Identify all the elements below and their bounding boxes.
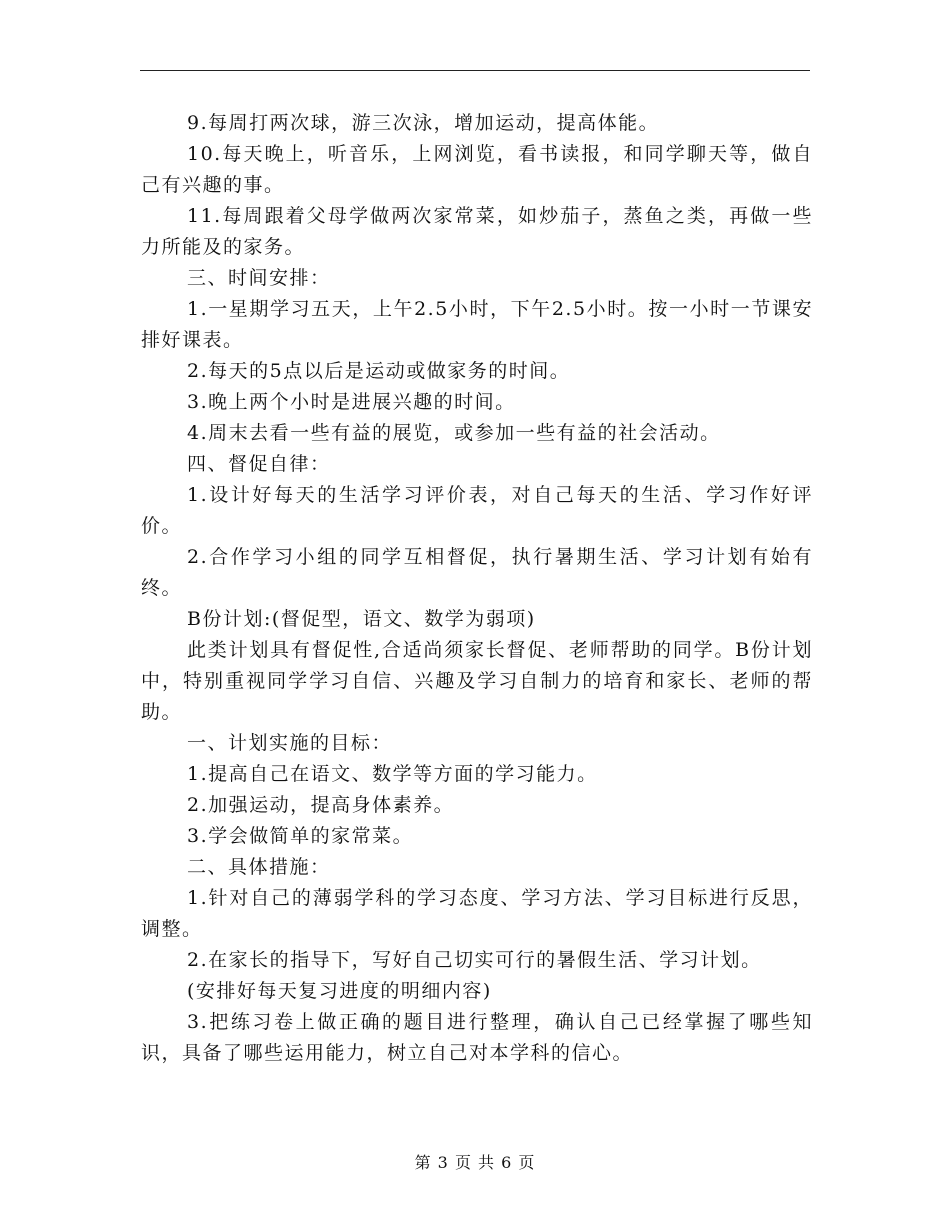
paragraph: 2.每天的5点以后是运动或做家务的时间。 (187, 360, 571, 382)
section-heading: 一、计划实施的目标： (187, 732, 393, 754)
paragraph: 2.加强运动，提高身体素养。 (187, 794, 455, 816)
paragraph: 1.一星期学习五天，上午2.5小时，下午2.5小时。按一小时一节课安排好课表。 (141, 298, 813, 351)
header-rule (140, 70, 810, 71)
paragraph: 1.提高自己在语文、数学等方面的学习能力。 (187, 763, 598, 785)
paragraph: (安排好每天复习进度的明细内容) (187, 980, 492, 1002)
section-heading: 二、具体措施： (187, 856, 331, 878)
paragraph: 此类计划具有督促性,合适尚须家长督促、老师帮助的同学。B份计划中，特别重视同学学习自信、兴趣及学习自制力的培育和家长、老师的帮助。 (141, 639, 813, 723)
paragraph: 1.针对自己的薄弱学科的学习态度、学习方法、学习目标进行反思，调整。 (141, 887, 813, 940)
plan-heading: B份计划:(督促型，语文、数学为弱项) (187, 608, 536, 630)
paragraph: 11.每周跟着父母学做两次家常菜，如炒茄子，蒸鱼之类，再做一些力所能及的家务。 (141, 205, 813, 258)
paragraph: 9.每周打两次球，游三次泳，增加运动，提高体能。 (187, 112, 660, 134)
section-heading: 四、督促自律： (187, 453, 331, 475)
paragraph: 2.合作学习小组的同学互相督促，执行暑期生活、学习计划有始有终。 (141, 546, 813, 599)
paragraph: 3.晚上两个小时是进展兴趣的时间。 (187, 391, 516, 413)
paragraph: 1.设计好每天的生活学习评价表，对自己每天的生活、学习作好评价。 (141, 484, 813, 537)
paragraph: 2.在家长的指导下，写好自己切实可行的暑假生活、学习计划。 (187, 949, 762, 971)
document-body (141, 108, 813, 1069)
paragraph: 3.把练习卷上做正确的题目进行整理，确认自己已经掌握了哪些知识，具备了哪些运用能力，树立自己对本学科的信心。 (141, 1011, 813, 1064)
paragraph: 4.周末去看一些有益的展览，或参加一些有益的社会活动。 (187, 422, 721, 444)
page-number: 第 3 页 共 6 页 (414, 1153, 536, 1172)
paragraph: 10.每天晚上，听音乐，上网浏览，看书读报，和同学聊天等，做自己有兴趣的事。 (141, 143, 813, 196)
paragraph: 3.学会做简单的家常菜。 (187, 825, 414, 847)
section-heading: 三、时间安排： (187, 267, 331, 289)
